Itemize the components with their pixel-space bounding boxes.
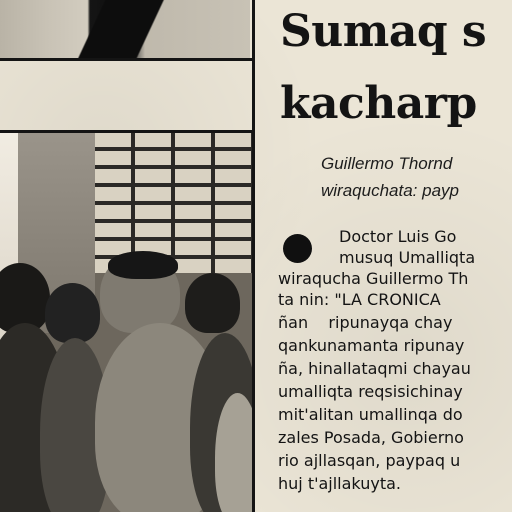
subhead-line-1: Guillermo Thornd <box>321 154 453 173</box>
article-line: umalliqta reqsisichinay <box>278 382 463 401</box>
person-head <box>185 273 240 333</box>
person-head <box>45 283 100 343</box>
article-line: qankunamanta ripunay <box>278 336 465 355</box>
article-line: Doctor Luis Go <box>339 227 457 246</box>
photo-divider-rule <box>0 58 252 61</box>
subhead-line-2: wiraquchata: payp <box>321 181 459 200</box>
crowd <box>0 243 252 512</box>
man-hair <box>108 251 178 279</box>
article-line: zales Posada, Gobierno <box>278 428 464 447</box>
article-line: huj t'ajllakuyta. <box>278 474 401 493</box>
bullet-icon <box>283 234 312 263</box>
article-line: mit'alitan umallinqa do <box>278 405 463 424</box>
crowd-photograph <box>0 133 252 512</box>
headline-line-2: kacharp <box>280 78 477 129</box>
article-line: ñan ripunayqa chay <box>278 313 453 332</box>
article-line: ta nin: "LA CRONICA <box>278 290 441 309</box>
column-rule <box>252 0 255 512</box>
headline-line-1: Sumaq s <box>280 6 487 57</box>
article-line: ña, hinallataqmi chayau <box>278 359 471 378</box>
article-line: rio ajllasqan, paypaq u <box>278 451 461 470</box>
photo-top-rule <box>0 130 255 133</box>
top-photo-fragment <box>0 0 250 58</box>
article-line: musuq Umalliqta <box>339 248 476 267</box>
article-line: wiraqucha Guillermo Th <box>278 269 469 288</box>
